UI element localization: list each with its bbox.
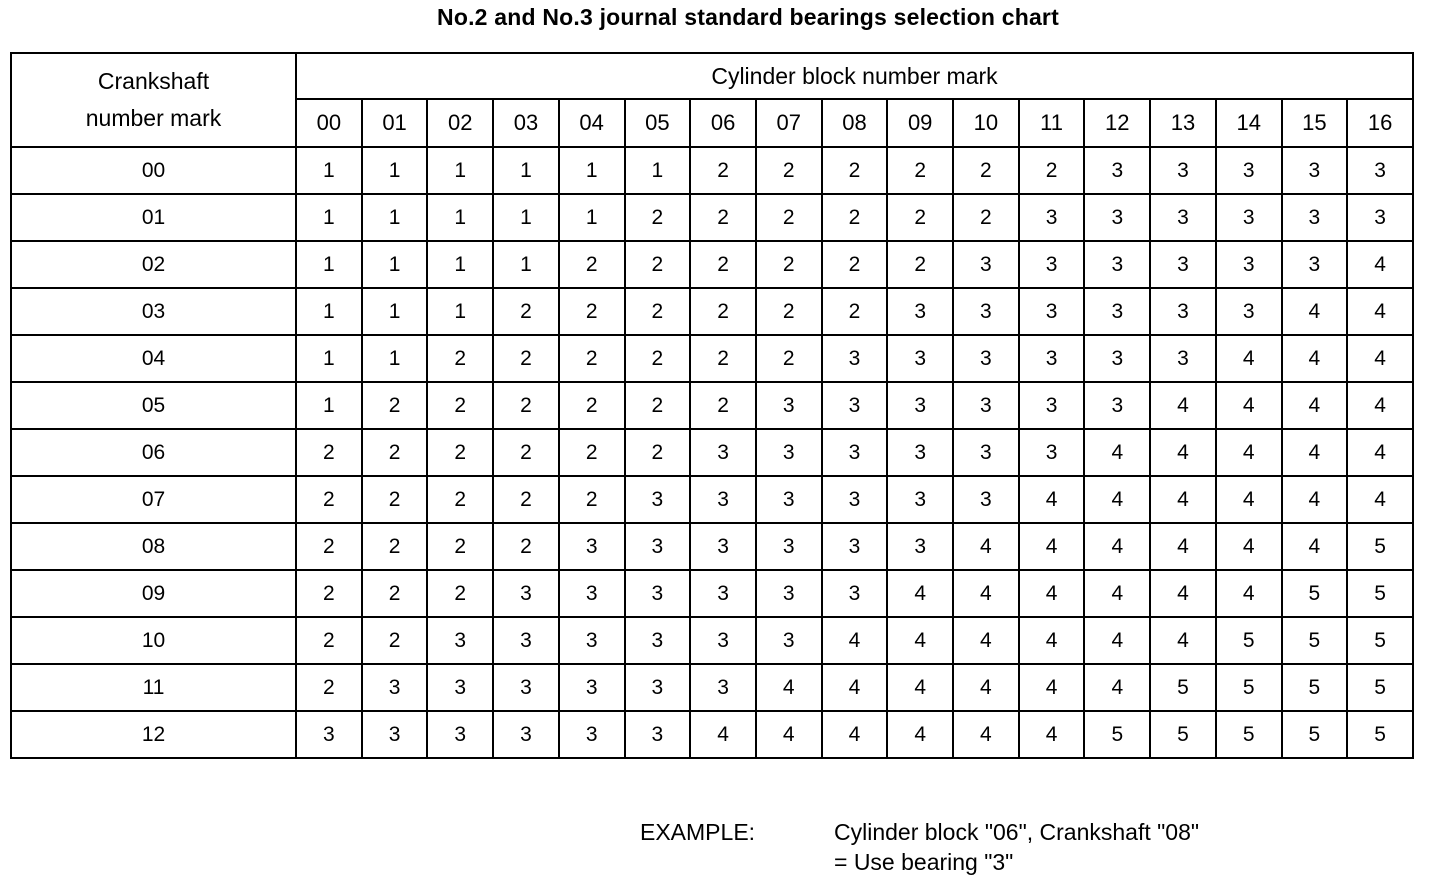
bearing-grade-cell: 2 — [493, 523, 559, 570]
bearing-grade-cell: 3 — [1150, 194, 1216, 241]
bearing-grade-cell: 2 — [362, 617, 428, 664]
bearing-grade-cell: 3 — [362, 664, 428, 711]
bearing-grade-cell: 2 — [756, 335, 822, 382]
bearing-grade-cell: 3 — [1282, 194, 1348, 241]
column-header: 00 — [296, 99, 362, 147]
bearing-grade-cell: 3 — [1019, 429, 1085, 476]
bearing-grade-cell: 3 — [1084, 194, 1150, 241]
bearing-grade-cell: 1 — [296, 335, 362, 382]
crankshaft-mark: 08 — [11, 523, 296, 570]
chart-title: No.2 and No.3 journal standard bearings selection chart — [437, 4, 1059, 30]
crankshaft-mark: 02 — [11, 241, 296, 288]
crankshaft-mark: 01 — [11, 194, 296, 241]
bearing-grade-cell: 3 — [1150, 335, 1216, 382]
table-row — [11, 711, 1413, 758]
column-header: 09 — [887, 99, 953, 147]
bearing-grade-cell: 3 — [887, 476, 953, 523]
bearing-grade-cell: 3 — [690, 570, 756, 617]
bearing-grade-cell: 3 — [1150, 147, 1216, 194]
bearing-grade-cell: 3 — [1150, 288, 1216, 335]
bearing-grade-cell: 2 — [559, 335, 625, 382]
bearing-grade-cell: 5 — [1282, 570, 1348, 617]
example-text — [834, 817, 1199, 877]
bearing-grade-cell: 4 — [1084, 523, 1150, 570]
bearing-grade-cell: 4 — [887, 664, 953, 711]
bearing-grade-cell: 4 — [887, 711, 953, 758]
bearing-grade-cell: 3 — [822, 335, 888, 382]
bearing-grade-cell: 2 — [887, 194, 953, 241]
bearing-grade-cell: 1 — [362, 194, 428, 241]
bearing-grade-cell: 3 — [559, 570, 625, 617]
bearing-grade-cell: 4 — [1084, 664, 1150, 711]
bearing-grade-cell: 3 — [559, 711, 625, 758]
bearing-grade-cell: 3 — [953, 241, 1019, 288]
crankshaft-header-line2: number mark — [85, 105, 222, 131]
bearing-grade-cell: 2 — [427, 523, 493, 570]
bearing-grade-cell: 5 — [1347, 711, 1413, 758]
bearing-grade-cell: 3 — [690, 664, 756, 711]
bearing-grade-cell: 4 — [1019, 664, 1085, 711]
bearing-grade-cell: 4 — [822, 711, 888, 758]
bearing-grade-cell: 3 — [953, 288, 1019, 335]
bearing-grade-cell: 2 — [296, 523, 362, 570]
bearing-grade-cell: 3 — [1019, 194, 1085, 241]
crankshaft-mark: 04 — [11, 335, 296, 382]
bearing-grade-cell: 3 — [493, 711, 559, 758]
bearing-grade-cell: 4 — [1216, 476, 1282, 523]
bearing-grade-cell: 3 — [1019, 241, 1085, 288]
crankshaft-header — [11, 53, 296, 147]
bearing-grade-cell: 5 — [1216, 664, 1282, 711]
bearing-grade-cell: 3 — [1347, 194, 1413, 241]
bearing-grade-cell: 3 — [493, 664, 559, 711]
bearing-grade-cell: 4 — [1347, 241, 1413, 288]
crankshaft-mark: 06 — [11, 429, 296, 476]
cylinder-block-header: Cylinder block number mark — [296, 53, 1413, 99]
bearing-grade-cell: 3 — [822, 429, 888, 476]
bearing-grade-cell: 2 — [1019, 147, 1085, 194]
bearing-grade-cell: 1 — [493, 194, 559, 241]
bearing-grade-cell: 1 — [296, 241, 362, 288]
bearing-grade-cell: 4 — [953, 523, 1019, 570]
bearing-grade-cell: 3 — [1282, 241, 1348, 288]
crankshaft-mark: 12 — [11, 711, 296, 758]
bearing-grade-cell: 3 — [625, 617, 691, 664]
bearing-grade-cell: 3 — [756, 476, 822, 523]
crankshaft-mark: 09 — [11, 570, 296, 617]
bearing-grade-cell: 4 — [1347, 288, 1413, 335]
bearing-grade-cell: 3 — [625, 711, 691, 758]
table-row — [11, 241, 1413, 288]
bearing-grade-cell: 4 — [822, 664, 888, 711]
bearing-grade-cell: 4 — [953, 664, 1019, 711]
bearing-grade-cell: 5 — [1347, 570, 1413, 617]
bearing-grade-cell: 4 — [1150, 429, 1216, 476]
bearing-grade-cell: 2 — [296, 570, 362, 617]
bearing-grade-cell: 3 — [756, 570, 822, 617]
column-header: 14 — [1216, 99, 1282, 147]
bearing-grade-cell: 5 — [1150, 711, 1216, 758]
column-header: 13 — [1150, 99, 1216, 147]
bearing-grade-cell: 3 — [756, 617, 822, 664]
bearing-grade-cell: 3 — [1019, 335, 1085, 382]
bearing-grade-cell: 3 — [1216, 241, 1282, 288]
bearing-grade-cell: 4 — [1084, 476, 1150, 523]
bearing-grade-cell: 1 — [362, 241, 428, 288]
bearing-grade-cell: 2 — [559, 429, 625, 476]
bearing-grade-cell: 2 — [493, 288, 559, 335]
crankshaft-mark: 03 — [11, 288, 296, 335]
bearing-grade-cell: 2 — [822, 288, 888, 335]
bearing-grade-cell: 4 — [953, 570, 1019, 617]
bearing-grade-cell: 2 — [296, 664, 362, 711]
column-header: 04 — [559, 99, 625, 147]
table-row — [11, 382, 1413, 429]
column-header: 11 — [1019, 99, 1085, 147]
bearing-grade-cell: 1 — [559, 147, 625, 194]
example-line2: = Use bearing "3" — [834, 849, 1014, 875]
column-header: 02 — [427, 99, 493, 147]
bearing-grade-cell: 3 — [427, 664, 493, 711]
column-header: 15 — [1282, 99, 1348, 147]
bearing-grade-cell: 5 — [1347, 523, 1413, 570]
column-header: 12 — [1084, 99, 1150, 147]
bearing-grade-cell: 4 — [1347, 476, 1413, 523]
bearing-grade-cell: 2 — [953, 147, 1019, 194]
bearing-grade-cell: 3 — [1150, 241, 1216, 288]
bearing-grade-cell: 4 — [1216, 335, 1282, 382]
bearing-grade-cell: 4 — [1347, 335, 1413, 382]
example-label: EXAMPLE: — [640, 819, 756, 845]
bearing-grade-cell: 3 — [690, 429, 756, 476]
table-row — [11, 335, 1413, 382]
bearing-grade-cell: 2 — [427, 335, 493, 382]
bearing-grade-cell: 5 — [1347, 617, 1413, 664]
bearing-grade-cell: 1 — [559, 194, 625, 241]
bearing-grade-cell: 3 — [493, 617, 559, 664]
bearing-grade-cell: 3 — [1084, 288, 1150, 335]
bearing-grade-cell: 3 — [822, 523, 888, 570]
bearing-grade-cell: 4 — [1019, 476, 1085, 523]
bearing-grade-cell: 2 — [822, 241, 888, 288]
bearing-grade-cell: 4 — [1019, 570, 1085, 617]
bearing-grade-cell: 2 — [690, 241, 756, 288]
bearing-grade-cell: 1 — [427, 241, 493, 288]
table-row — [11, 288, 1413, 335]
bearing-grade-cell: 5 — [1216, 617, 1282, 664]
bearing-grade-cell: 4 — [1019, 523, 1085, 570]
bearing-grade-cell: 2 — [559, 288, 625, 335]
column-header: 10 — [953, 99, 1019, 147]
bearing-grade-cell: 1 — [625, 147, 691, 194]
bearing-grade-cell: 3 — [953, 335, 1019, 382]
bearing-grade-cell: 3 — [756, 429, 822, 476]
bearing-grade-cell: 3 — [625, 523, 691, 570]
bearing-grade-cell: 1 — [296, 147, 362, 194]
bearing-grade-cell: 4 — [1150, 476, 1216, 523]
bearing-grade-cell: 2 — [953, 194, 1019, 241]
bearing-grade-cell: 1 — [362, 288, 428, 335]
bearing-grade-cell: 3 — [1084, 335, 1150, 382]
bearing-grade-cell: 1 — [427, 288, 493, 335]
crankshaft-mark: 00 — [11, 147, 296, 194]
bearing-grade-cell: 2 — [427, 382, 493, 429]
bearing-grade-cell: 4 — [1150, 617, 1216, 664]
bearing-grade-cell: 2 — [493, 429, 559, 476]
bearing-grade-cell: 2 — [559, 476, 625, 523]
bearing-grade-cell: 2 — [362, 523, 428, 570]
bearing-grade-cell: 3 — [427, 711, 493, 758]
column-header: 16 — [1347, 99, 1413, 147]
bearing-grade-cell: 3 — [690, 617, 756, 664]
bearing-selection-table — [10, 52, 1414, 759]
table-row — [11, 617, 1413, 664]
bearing-grade-cell: 3 — [625, 570, 691, 617]
column-header: 08 — [822, 99, 888, 147]
bearing-grade-cell: 4 — [690, 711, 756, 758]
bearing-grade-cell: 3 — [1282, 147, 1348, 194]
bearing-grade-cell: 4 — [1282, 429, 1348, 476]
bearing-grade-cell: 4 — [1084, 617, 1150, 664]
bearing-grade-cell: 2 — [427, 476, 493, 523]
bearing-grade-cell: 3 — [559, 523, 625, 570]
bearing-grade-cell: 2 — [822, 147, 888, 194]
bearing-grade-cell: 3 — [756, 382, 822, 429]
bearing-grade-cell: 2 — [625, 429, 691, 476]
bearing-grade-cell: 3 — [1216, 194, 1282, 241]
bearing-grade-cell: 3 — [1084, 382, 1150, 429]
bearing-grade-cell: 2 — [625, 241, 691, 288]
table-row — [11, 523, 1413, 570]
bearing-grade-cell: 3 — [1084, 147, 1150, 194]
bearing-grade-cell: 3 — [887, 288, 953, 335]
table-row — [11, 429, 1413, 476]
crankshaft-mark: 05 — [11, 382, 296, 429]
bearing-grade-cell: 1 — [427, 147, 493, 194]
bearing-grade-cell: 3 — [690, 476, 756, 523]
bearing-grade-cell: 1 — [362, 335, 428, 382]
bearing-grade-cell: 4 — [1084, 570, 1150, 617]
bearing-grade-cell: 3 — [953, 382, 1019, 429]
bearing-grade-cell: 2 — [625, 194, 691, 241]
bearing-grade-cell: 3 — [822, 382, 888, 429]
bearing-grade-cell: 3 — [953, 476, 1019, 523]
crankshaft-mark: 11 — [11, 664, 296, 711]
table-row — [11, 147, 1413, 194]
bearing-grade-cell: 4 — [887, 570, 953, 617]
bearing-grade-cell: 1 — [427, 194, 493, 241]
bearing-grade-cell: 2 — [427, 570, 493, 617]
bearing-grade-cell: 3 — [1216, 147, 1282, 194]
example-line1: Cylinder block "06", Crankshaft "08" — [834, 819, 1200, 845]
bearing-grade-cell: 2 — [690, 194, 756, 241]
bearing-grade-cell: 2 — [296, 476, 362, 523]
bearing-grade-cell: 4 — [1084, 429, 1150, 476]
bearing-grade-cell: 3 — [1084, 241, 1150, 288]
bearing-grade-cell: 5 — [1216, 711, 1282, 758]
table-row — [11, 570, 1413, 617]
bearing-grade-cell: 1 — [296, 288, 362, 335]
table-body — [11, 147, 1413, 758]
bearing-grade-cell: 4 — [1282, 523, 1348, 570]
bearing-grade-cell: 2 — [493, 476, 559, 523]
bearing-grade-cell: 3 — [559, 617, 625, 664]
bearing-grade-cell: 4 — [1282, 382, 1348, 429]
bearing-grade-cell: 4 — [1347, 429, 1413, 476]
bearing-grade-cell: 2 — [427, 429, 493, 476]
bearing-grade-cell: 2 — [690, 382, 756, 429]
bearing-grade-cell: 4 — [1282, 288, 1348, 335]
bearing-grade-cell: 2 — [362, 476, 428, 523]
table-row — [11, 664, 1413, 711]
bearing-grade-cell: 4 — [953, 711, 1019, 758]
bearing-grade-cell: 1 — [493, 241, 559, 288]
bearing-grade-cell: 2 — [887, 241, 953, 288]
bearing-grade-cell: 4 — [1216, 523, 1282, 570]
bearing-grade-cell: 2 — [756, 288, 822, 335]
bearing-grade-cell: 2 — [822, 194, 888, 241]
bearing-grade-cell: 3 — [362, 711, 428, 758]
bearing-grade-cell: 3 — [625, 476, 691, 523]
bearing-grade-cell: 2 — [756, 147, 822, 194]
bearing-grade-cell: 2 — [493, 382, 559, 429]
bearing-grade-cell: 4 — [1150, 523, 1216, 570]
bearing-grade-cell: 2 — [493, 335, 559, 382]
bearing-grade-cell: 4 — [756, 664, 822, 711]
bearing-grade-cell: 4 — [887, 617, 953, 664]
bearing-grade-cell: 4 — [822, 617, 888, 664]
bearing-grade-cell: 4 — [1216, 429, 1282, 476]
bearing-grade-cell: 2 — [756, 241, 822, 288]
column-header: 07 — [756, 99, 822, 147]
table-row — [11, 194, 1413, 241]
bearing-grade-cell: 3 — [296, 711, 362, 758]
bearing-grade-cell: 4 — [1347, 382, 1413, 429]
crankshaft-header-line1: Crankshaft — [97, 68, 210, 94]
bearing-grade-cell: 2 — [296, 617, 362, 664]
bearing-grade-cell: 5 — [1282, 664, 1348, 711]
bearing-grade-cell: 4 — [756, 711, 822, 758]
bearing-grade-cell: 2 — [362, 429, 428, 476]
bearing-grade-cell: 2 — [559, 382, 625, 429]
bearing-grade-cell: 2 — [362, 570, 428, 617]
bearing-grade-cell: 3 — [1019, 382, 1085, 429]
bearing-grade-cell: 3 — [822, 476, 888, 523]
bearing-grade-cell: 2 — [756, 194, 822, 241]
bearing-grade-cell: 3 — [690, 523, 756, 570]
column-header: 03 — [493, 99, 559, 147]
column-header: 01 — [362, 99, 428, 147]
bearing-grade-cell: 3 — [559, 664, 625, 711]
bearing-grade-cell: 2 — [625, 382, 691, 429]
bearing-grade-cell: 3 — [1019, 288, 1085, 335]
bearing-grade-cell: 2 — [690, 335, 756, 382]
bearing-grade-cell: 5 — [1282, 711, 1348, 758]
crankshaft-mark: 10 — [11, 617, 296, 664]
bearing-grade-cell: 3 — [625, 664, 691, 711]
bearing-grade-cell: 4 — [953, 617, 1019, 664]
bearing-grade-cell: 3 — [1216, 288, 1282, 335]
bearing-grade-cell: 2 — [362, 382, 428, 429]
bearing-grade-cell: 3 — [427, 617, 493, 664]
bearing-grade-cell: 3 — [493, 570, 559, 617]
bearing-grade-cell: 3 — [887, 335, 953, 382]
bearing-grade-cell: 5 — [1084, 711, 1150, 758]
bearing-grade-cell: 4 — [1216, 382, 1282, 429]
bearing-grade-cell: 4 — [1282, 476, 1348, 523]
bearing-grade-cell: 1 — [362, 147, 428, 194]
bearing-grade-cell: 4 — [1282, 335, 1348, 382]
column-header: 06 — [690, 99, 756, 147]
column-header: 05 — [625, 99, 691, 147]
bearing-grade-cell: 3 — [1347, 147, 1413, 194]
bearing-grade-cell: 3 — [887, 523, 953, 570]
bearing-grade-cell: 1 — [493, 147, 559, 194]
bearing-grade-cell: 4 — [1216, 570, 1282, 617]
bearing-grade-cell: 4 — [1150, 382, 1216, 429]
bearing-grade-cell: 3 — [887, 382, 953, 429]
bearing-grade-cell: 3 — [887, 429, 953, 476]
header-row-group — [11, 53, 1413, 99]
crankshaft-mark: 07 — [11, 476, 296, 523]
bearing-grade-cell: 2 — [887, 147, 953, 194]
table-row — [11, 476, 1413, 523]
bearing-grade-cell: 5 — [1282, 617, 1348, 664]
bearing-grade-cell: 5 — [1347, 664, 1413, 711]
bearing-grade-cell: 5 — [1150, 664, 1216, 711]
bearing-grade-cell: 2 — [690, 288, 756, 335]
bearing-grade-cell: 4 — [1019, 711, 1085, 758]
bearing-grade-cell: 2 — [296, 429, 362, 476]
bearing-grade-cell: 2 — [559, 241, 625, 288]
bearing-grade-cell: 4 — [1019, 617, 1085, 664]
bearing-grade-cell: 2 — [625, 288, 691, 335]
bearing-grade-cell: 3 — [822, 570, 888, 617]
bearing-grade-cell: 1 — [296, 382, 362, 429]
bearing-grade-cell: 3 — [756, 523, 822, 570]
bearing-grade-cell: 2 — [690, 147, 756, 194]
bearing-grade-cell: 2 — [625, 335, 691, 382]
bearing-grade-cell: 3 — [953, 429, 1019, 476]
bearing-grade-cell: 1 — [296, 194, 362, 241]
bearing-grade-cell: 4 — [1150, 570, 1216, 617]
